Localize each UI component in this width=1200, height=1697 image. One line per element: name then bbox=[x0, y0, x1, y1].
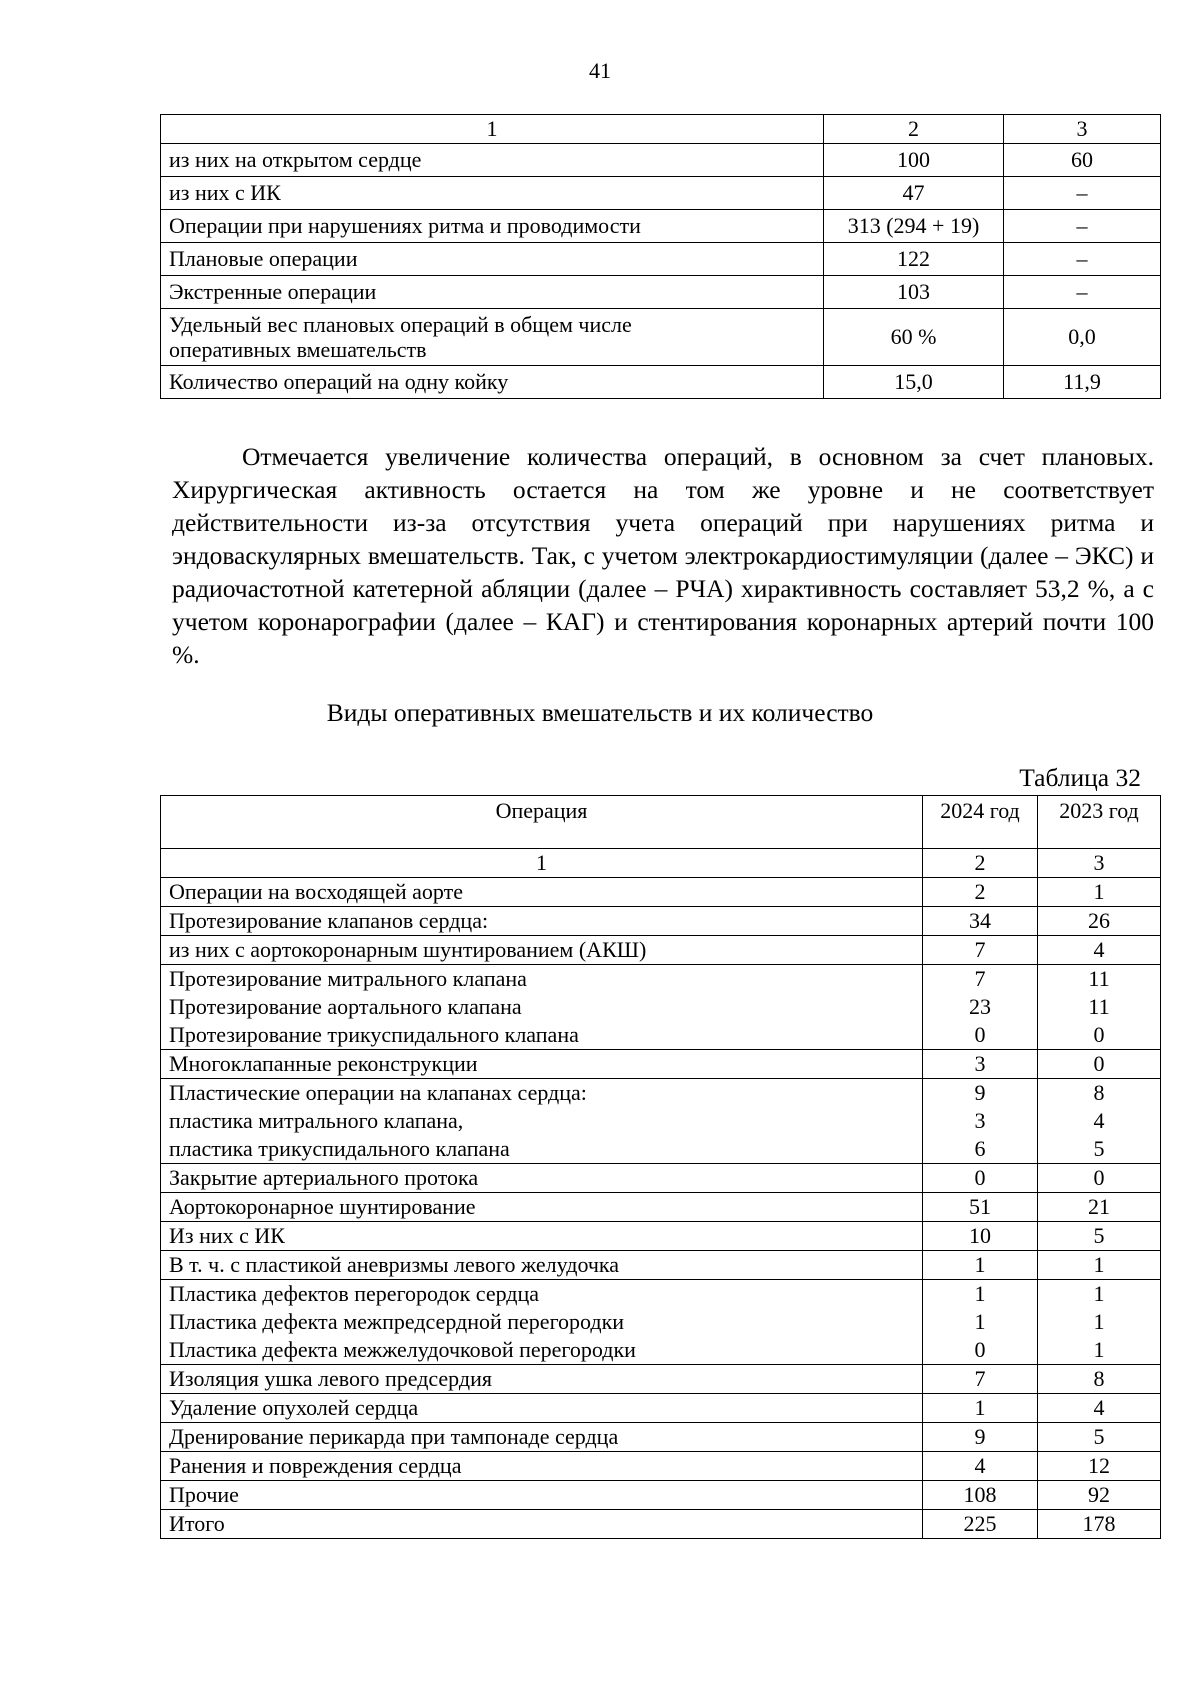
header-operation: Операция bbox=[161, 796, 923, 849]
operations-table bbox=[160, 795, 1161, 1539]
value-2024 bbox=[923, 1365, 1038, 1394]
table-row bbox=[161, 965, 1161, 1050]
value-2023 bbox=[1038, 1423, 1161, 1452]
operation-name-line: Закрытие артериального протока bbox=[169, 1165, 479, 1190]
operation-name-line: Пластика дефекта межпредсердной перегородки bbox=[169, 1309, 625, 1334]
value-2023-line: 1 bbox=[1093, 879, 1105, 904]
table-row bbox=[161, 309, 1161, 366]
operation-name bbox=[161, 1164, 923, 1193]
table-header-row bbox=[161, 796, 1161, 849]
row-label bbox=[161, 309, 824, 366]
value-2024-line: 51 bbox=[969, 1194, 991, 1219]
value-2024: 313 (294 + 19) bbox=[824, 210, 1004, 243]
value-2024-line: 225 bbox=[963, 1511, 997, 1536]
value-2024 bbox=[923, 1452, 1038, 1481]
header-2024: 2024 год bbox=[923, 796, 1038, 849]
value-2024: 60 % bbox=[824, 309, 1004, 366]
column-number: 3 bbox=[1004, 115, 1161, 144]
value-2023 bbox=[1038, 1510, 1161, 1539]
value-2023-line: 11 bbox=[1088, 966, 1110, 991]
operation-name bbox=[161, 936, 923, 965]
operation-name bbox=[161, 1394, 923, 1423]
table-row bbox=[161, 177, 1161, 210]
operation-name-line: Дренирование перикарда при тампонаде сердца bbox=[169, 1424, 619, 1449]
value-2023-line: 8 bbox=[1093, 1366, 1105, 1391]
value-2024-line: 6 bbox=[974, 1136, 986, 1161]
value-2024 bbox=[923, 1251, 1038, 1280]
value-2024 bbox=[923, 1222, 1038, 1251]
operation-name-line: Итого bbox=[169, 1511, 225, 1536]
value-2024-line: 1 bbox=[974, 1309, 986, 1334]
value-2023: 11,9 bbox=[1004, 366, 1161, 399]
operation-name-line: Аортокоронарное шунтирование bbox=[169, 1194, 476, 1219]
table-header-row bbox=[161, 115, 1161, 144]
value-2023-line: 1 bbox=[1093, 1252, 1105, 1277]
value-2024: 103 bbox=[824, 276, 1004, 309]
value-2024-line: 10 bbox=[969, 1223, 991, 1248]
table-row bbox=[161, 1280, 1161, 1365]
value-2024-line: 7 bbox=[974, 966, 986, 991]
table-row bbox=[161, 1222, 1161, 1251]
column-number: 2 bbox=[824, 115, 1004, 144]
row-label-line: Удельный вес плановых операций в общем числе bbox=[169, 311, 632, 337]
value-2023 bbox=[1038, 1079, 1161, 1164]
value-2023 bbox=[1038, 1164, 1161, 1193]
value-2023 bbox=[1038, 1394, 1161, 1423]
value-2024 bbox=[923, 1394, 1038, 1423]
value-2024-line: 1 bbox=[974, 1281, 986, 1306]
table-row bbox=[161, 907, 1161, 936]
numbering-row bbox=[161, 849, 1161, 878]
table-row bbox=[161, 1510, 1161, 1539]
operation-name-line: Изоляция ушка левого предсердия bbox=[169, 1366, 492, 1391]
value-2023 bbox=[1038, 1365, 1161, 1394]
value-2024 bbox=[923, 878, 1038, 907]
column-number: 3 bbox=[1038, 849, 1161, 878]
header-2023: 2023 год bbox=[1038, 796, 1161, 849]
value-2023-line: 178 bbox=[1082, 1511, 1116, 1536]
operation-name-line: Протезирование митрального клапана bbox=[169, 966, 527, 991]
value-2024-line: 34 bbox=[969, 908, 991, 933]
value-2023-line: 1 bbox=[1093, 1337, 1105, 1362]
value-2024-line: 4 bbox=[974, 1453, 986, 1478]
value-2023 bbox=[1038, 878, 1161, 907]
value-2023-line: 1 bbox=[1093, 1281, 1105, 1306]
table-row bbox=[161, 1251, 1161, 1280]
value-2023: – bbox=[1004, 276, 1161, 309]
operation-name bbox=[161, 1193, 923, 1222]
row-label: из них на открытом сердце bbox=[161, 144, 824, 177]
value-2024-line: 0 bbox=[974, 1337, 986, 1362]
table-row bbox=[161, 276, 1161, 309]
row-label-line: оперативных вмешательств bbox=[169, 337, 427, 362]
value-2024-line: 9 bbox=[974, 1080, 986, 1105]
table-row bbox=[161, 144, 1161, 177]
row-label: из них с ИК bbox=[161, 177, 824, 210]
value-2024-line: 108 bbox=[963, 1482, 997, 1507]
value-2023: – bbox=[1004, 210, 1161, 243]
operation-name bbox=[161, 1222, 923, 1251]
operation-name bbox=[161, 1251, 923, 1280]
value-2024-line: 7 bbox=[974, 937, 986, 962]
value-2023 bbox=[1038, 1280, 1161, 1365]
value-2023-line: 4 bbox=[1093, 937, 1105, 962]
value-2023-line: 8 bbox=[1093, 1080, 1105, 1105]
operation-name-line: пластика трикуспидального клапана bbox=[169, 1136, 510, 1161]
table-row bbox=[161, 1452, 1161, 1481]
value-2024: 47 bbox=[824, 177, 1004, 210]
body-paragraph: Отмечается увеличение количества операций, в основном за счет плановых. Хирургическая активность остается на том же уровне и не соответствует действительности из-за отсутствия учета операций при нарушениях ритма и эндоваскулярных вмешательств. Так, с учетом электрокардиостимуляции (далее – ЭКС) и радиочастотной катетерной абляции (далее – РЧА) хирактивность составляет 53,2 %, а с учетом коронарографии (далее – КАГ) и стентирования коронарных артерий почти 100 %. bbox=[172, 442, 1154, 669]
value-2024 bbox=[923, 936, 1038, 965]
value-2023-line: 5 bbox=[1093, 1136, 1105, 1161]
value-2024: 100 bbox=[824, 144, 1004, 177]
value-2024-line: 23 bbox=[969, 994, 991, 1019]
value-2024 bbox=[923, 1280, 1038, 1365]
value-2024-line: 1 bbox=[974, 1252, 986, 1277]
table-row bbox=[161, 1481, 1161, 1510]
value-2023: – bbox=[1004, 243, 1161, 276]
value-2023 bbox=[1038, 1050, 1161, 1079]
continued-table bbox=[160, 114, 1161, 399]
value-2023-line: 26 bbox=[1088, 908, 1110, 933]
value-2023-line: 12 bbox=[1088, 1453, 1110, 1478]
operation-name bbox=[161, 1423, 923, 1452]
operation-name-line: В т. ч. с пластикой аневризмы левого желудочка bbox=[169, 1252, 620, 1277]
operation-name bbox=[161, 1365, 923, 1394]
value-2024 bbox=[923, 1510, 1038, 1539]
value-2024: 122 bbox=[824, 243, 1004, 276]
value-2023 bbox=[1038, 1222, 1161, 1251]
value-2024 bbox=[923, 1481, 1038, 1510]
table-row bbox=[161, 243, 1161, 276]
column-number: 2 bbox=[923, 849, 1038, 878]
value-2023 bbox=[1038, 1452, 1161, 1481]
page-number: 41 bbox=[589, 58, 611, 83]
table-row bbox=[161, 1079, 1161, 1164]
table-row bbox=[161, 366, 1161, 399]
row-label: Операции при нарушениях ритма и проводимости bbox=[161, 210, 824, 243]
value-2023-line: 0 bbox=[1093, 1165, 1105, 1190]
value-2024-line: 7 bbox=[974, 1366, 986, 1391]
operation-name-line: Многоклапанные реконструкции bbox=[169, 1051, 478, 1076]
operation-name-line: Протезирование аортального клапана bbox=[169, 994, 522, 1019]
operation-name-line: Удаление опухолей сердца bbox=[169, 1395, 419, 1420]
table-row bbox=[161, 936, 1161, 965]
value-2024 bbox=[923, 1164, 1038, 1193]
operation-name-line: Протезирование клапанов сердца: bbox=[169, 908, 489, 933]
operation-name-line: Протезирование трикуспидального клапана bbox=[169, 1022, 579, 1047]
value-2023-line: 0 bbox=[1093, 1022, 1105, 1047]
value-2024-line: 9 bbox=[974, 1424, 986, 1449]
value-2024-line: 0 bbox=[974, 1022, 986, 1047]
table-row bbox=[161, 1365, 1161, 1394]
value-2023 bbox=[1038, 907, 1161, 936]
value-2023-line: 5 bbox=[1093, 1424, 1105, 1449]
table-caption: Таблица 32 bbox=[1019, 763, 1141, 792]
operation-name-line: Из них с ИК bbox=[169, 1223, 285, 1248]
value-2024-line: 2 bbox=[974, 879, 986, 904]
column-number: 1 bbox=[161, 115, 824, 144]
value-2024 bbox=[923, 1050, 1038, 1079]
table-row bbox=[161, 1193, 1161, 1222]
table-row bbox=[161, 210, 1161, 243]
value-2024 bbox=[923, 907, 1038, 936]
value-2023 bbox=[1038, 1193, 1161, 1222]
value-2023 bbox=[1038, 1251, 1161, 1280]
operation-name bbox=[161, 1050, 923, 1079]
value-2024 bbox=[923, 1423, 1038, 1452]
row-label: Плановые операции bbox=[161, 243, 824, 276]
value-2024-line: 3 bbox=[974, 1051, 986, 1076]
operation-name bbox=[161, 1481, 923, 1510]
operation-name-line: из них с аортокоронарным шунтированием (АКШ) bbox=[169, 937, 647, 962]
table-row bbox=[161, 1164, 1161, 1193]
value-2023: – bbox=[1004, 177, 1161, 210]
operation-name bbox=[161, 1510, 923, 1539]
value-2024: 15,0 bbox=[824, 366, 1004, 399]
value-2023-line: 11 bbox=[1088, 994, 1110, 1019]
value-2023 bbox=[1038, 965, 1161, 1050]
operation-name-line: Пластические операции на клапанах сердца: bbox=[169, 1080, 587, 1105]
value-2023-line: 5 bbox=[1093, 1223, 1105, 1248]
value-2023 bbox=[1038, 936, 1161, 965]
operation-name-line: Прочие bbox=[169, 1482, 239, 1507]
table-row bbox=[161, 1050, 1161, 1079]
value-2024-line: 0 bbox=[974, 1165, 986, 1190]
value-2023: 0,0 bbox=[1004, 309, 1161, 366]
operation-name-line: Ранения и повреждения сердца bbox=[169, 1453, 462, 1478]
column-number: 1 bbox=[161, 849, 923, 878]
section-title: Виды оперативных вмешательств и их количество bbox=[326, 698, 874, 727]
value-2024-line: 1 bbox=[974, 1395, 986, 1420]
value-2023-line: 4 bbox=[1093, 1395, 1105, 1420]
value-2023-line: 1 bbox=[1093, 1309, 1105, 1334]
operation-name bbox=[161, 1280, 923, 1365]
table-row bbox=[161, 1423, 1161, 1452]
value-2023-line: 0 bbox=[1093, 1051, 1105, 1076]
value-2024 bbox=[923, 1079, 1038, 1164]
value-2023 bbox=[1038, 1481, 1161, 1510]
operation-name bbox=[161, 878, 923, 907]
value-2023-line: 21 bbox=[1088, 1194, 1110, 1219]
value-2024 bbox=[923, 1193, 1038, 1222]
operation-name-line: Пластика дефектов перегородок сердца bbox=[169, 1281, 540, 1306]
value-2023-line: 4 bbox=[1093, 1108, 1105, 1133]
operation-name bbox=[161, 1079, 923, 1164]
value-2023-line: 92 bbox=[1088, 1482, 1110, 1507]
table-row bbox=[161, 1394, 1161, 1423]
table-row bbox=[161, 878, 1161, 907]
operation-name bbox=[161, 965, 923, 1050]
value-2023: 60 bbox=[1004, 144, 1161, 177]
value-2024 bbox=[923, 965, 1038, 1050]
operation-name-line: Пластика дефекта межжелудочковой перегородки bbox=[169, 1337, 636, 1362]
value-2024-line: 3 bbox=[974, 1108, 986, 1133]
row-label: Количество операций на одну койку bbox=[161, 366, 824, 399]
operation-name-line: Операции на восходящей аорте bbox=[169, 879, 463, 904]
operation-name-line: пластика митрального клапана, bbox=[169, 1108, 464, 1133]
operation-name bbox=[161, 907, 923, 936]
operation-name bbox=[161, 1452, 923, 1481]
row-label: Экстренные операции bbox=[161, 276, 824, 309]
